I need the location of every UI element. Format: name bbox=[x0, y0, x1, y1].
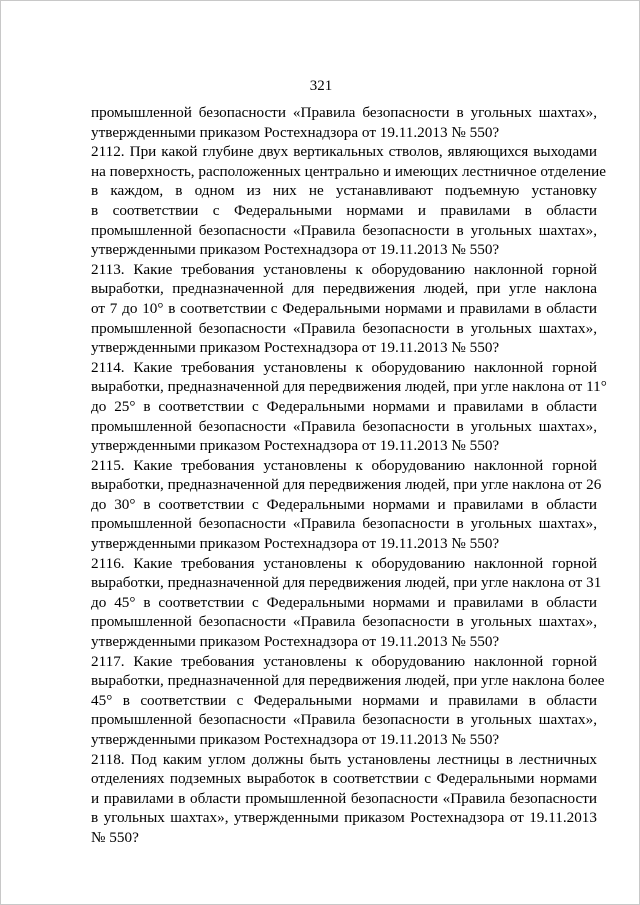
text-line: № 550? bbox=[91, 828, 139, 846]
text-line: 2115. Какие требования установлены к оборудованию наклонной горной bbox=[91, 456, 597, 474]
text-line: промышленной безопасности «Правила безопасности в угольных шахтах», bbox=[91, 515, 597, 533]
text-line: промышленной безопасности «Правила безопасности в угольных шахтах», bbox=[91, 613, 597, 631]
page-number: 321 bbox=[309, 78, 333, 94]
text-line: утвержденными приказом Ростехнадзора от 19.11.2013 № 550? bbox=[91, 437, 500, 455]
text-line: утвержденными приказом Ростехнадзора от 19.11.2013 № 550? bbox=[91, 339, 500, 357]
text-line: в каждом, в одном из них не устанавливают подъемную установку bbox=[91, 182, 597, 200]
document-body bbox=[91, 103, 607, 848]
text-line: промышленной безопасности «Правила безопасности в угольных шахтах», bbox=[91, 711, 597, 729]
text-line: 2118. Под каким углом должны быть установлены лестницы в лестничных bbox=[91, 750, 597, 768]
text-line: промышленной безопасности «Правила безопасности в угольных шахтах», bbox=[91, 319, 597, 337]
text-line: утвержденными приказом Ростехнадзора от 19.11.2013 № 550? bbox=[91, 241, 500, 259]
text-line: 2112. При какой глубине двух вертикальных стволов, являющихся выходами bbox=[91, 143, 597, 161]
text-line: промышленной безопасности «Правила безопасности в угольных шахтах», bbox=[91, 417, 597, 435]
text-line: до 25° в соответствии с Федеральными нормами и правилами в области bbox=[91, 397, 597, 415]
text-line: до 45° в соответствии с Федеральными нормами и правилами в области bbox=[91, 593, 597, 611]
text-line: 2114. Какие требования установлены к оборудованию наклонной горной bbox=[91, 358, 597, 376]
text-line: выработки, предназначенной для передвижения людей, при угле наклона от 26 bbox=[91, 476, 602, 494]
text-line: утвержденными приказом Ростехнадзора от 19.11.2013 № 550? bbox=[91, 535, 500, 553]
text-line: 2117. Какие требования установлены к оборудованию наклонной горной bbox=[91, 652, 597, 670]
text-line: в соответствии с Федеральными нормами и правилами в области bbox=[91, 201, 597, 219]
text-line: выработки, предназначенной для передвижения людей, при угле наклона более bbox=[91, 672, 605, 690]
text-line: 45° в соответствии с Федеральными нормами и правилами в области bbox=[91, 691, 597, 709]
text-line: утвержденными приказом Ростехнадзора от 19.11.2013 № 550? bbox=[91, 633, 500, 651]
text-line: выработки, предназначенной для передвижения людей, при угле наклона от 11° bbox=[91, 378, 607, 396]
text-line: в угольных шахтах», утвержденными приказом Ростехнадзора от 19.11.2013 bbox=[91, 809, 597, 827]
text-line: промышленной безопасности «Правила безопасности в угольных шахтах», bbox=[91, 104, 597, 121]
text-line: выработки, предназначенной для передвижения людей, при угле наклона от 31 bbox=[91, 574, 602, 592]
text-line: выработки, предназначенной для передвижения людей, при угле наклона bbox=[91, 280, 597, 298]
text-line: от 7 до 10° в соответствии с Федеральными нормами и правилами в области bbox=[91, 299, 597, 317]
text-line: отделениях подземных выработок в соответствии с Федеральными нормами bbox=[91, 770, 597, 788]
text-line: утвержденными приказом Ростехнадзора от 19.11.2013 № 550? bbox=[91, 731, 500, 748]
text-line: 2113. Какие требования установлены к оборудованию наклонной горной bbox=[91, 260, 597, 278]
text-line: утвержденными приказом Ростехнадзора от 19.11.2013 № 550? bbox=[91, 123, 500, 141]
text-line: 2116. Какие требования установлены к оборудованию наклонной горной bbox=[91, 554, 597, 572]
text-line: и правилами в области промышленной безопасности «Правила безопасности bbox=[91, 789, 597, 807]
text-line: до 30° в соответствии с Федеральными нормами и правилами в области bbox=[91, 495, 597, 513]
text-line: на поверхность, расположенных центрально и имеющих лестничное отделение bbox=[91, 162, 606, 180]
text-line: промышленной безопасности «Правила безопасности в угольных шахтах», bbox=[91, 221, 597, 239]
